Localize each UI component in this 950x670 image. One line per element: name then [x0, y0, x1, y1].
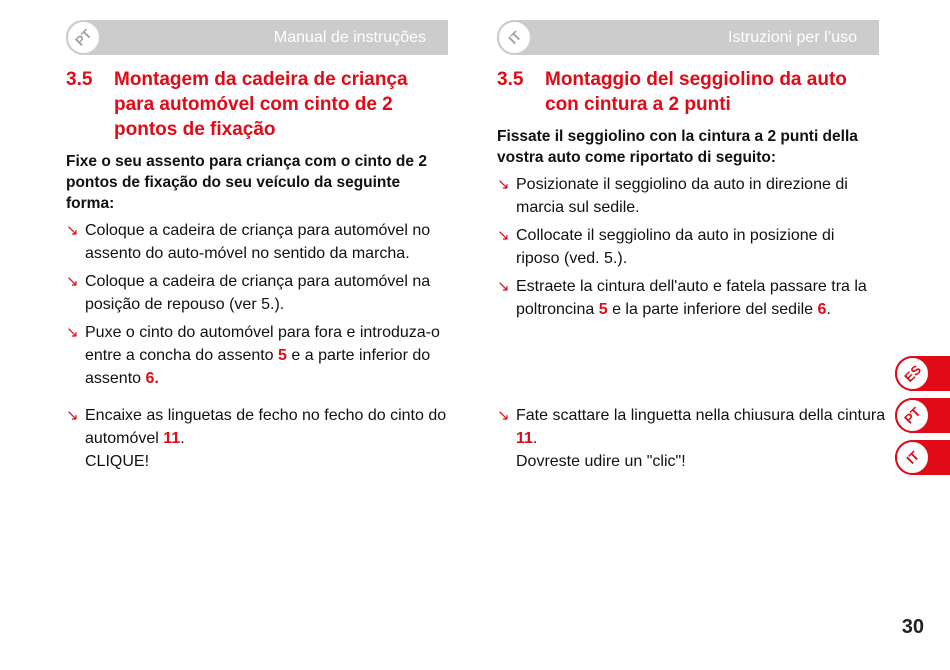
language-tab-pt[interactable]: [895, 398, 950, 433]
section-title: Montaggio del seggiolino da auto con cintura a 2 punti: [545, 69, 847, 115]
section-heading: [497, 67, 879, 117]
arrow-bullet-icon: ↘: [497, 176, 510, 193]
instruction-step: ↘ Puxe o cinto do automóvel para fora e introduza-o entre a concha do assento 5 e a parte inferior do assento 6.: [66, 321, 448, 390]
instruction-step: ↘ Collocate il seggiolino da auto in posizione di riposo (ved. 5.).: [497, 224, 879, 270]
language-tab-es[interactable]: [895, 356, 950, 391]
part-reference: 6.: [145, 370, 159, 387]
language-tab-it[interactable]: [895, 440, 950, 475]
arrow-bullet-icon: ↘: [497, 407, 510, 424]
arrow-bullet-icon: ↘: [66, 407, 79, 424]
arrow-bullet-icon: ↘: [66, 222, 79, 239]
instruction-step: ↘ Coloque a cadeira de criança para automóvel na posição de repouso (ver 5.).: [66, 270, 448, 316]
language-tab-label: IT: [895, 440, 930, 475]
intro-text: Fissate il seggiolino con la cintura a 2 punti della vostra auto come riportato di seguito:: [497, 128, 858, 166]
arrow-bullet-icon: ↘: [66, 273, 79, 290]
part-reference: 11: [516, 430, 533, 447]
column-portuguese: [66, 20, 448, 470]
part-reference: 11: [163, 430, 181, 447]
language-tab-label: ES: [895, 356, 930, 391]
header-title: Manual de instruções: [273, 29, 426, 46]
arrow-bullet-icon: ↘: [66, 324, 79, 341]
arrow-bullet-icon: ↘: [497, 278, 510, 295]
language-badge-pt: PT: [66, 20, 101, 55]
language-badge-it: IT: [497, 20, 532, 55]
language-tab-label: PT: [895, 398, 930, 433]
header-bar-pt: [66, 20, 448, 55]
page-number: 30: [901, 616, 924, 638]
column-italian: [497, 20, 886, 470]
instruction-step-final: ↘ Encaixe as linguetas de fecho no fecho do cinto do automóvel 11. CLIQUE!: [66, 404, 467, 473]
instruction-step: ↘ Posizionate il seggiolino da auto in direzione di marcia sul sedile.: [497, 173, 879, 219]
click-confirmation: Dovreste udire un "clic"!: [516, 453, 686, 470]
part-reference: 5: [598, 301, 608, 318]
section-title: Montagem da cadeira de criança para automóvel com cinto de 2 pontos de fixação: [114, 69, 408, 140]
intro-text: Fixe o seu assento para criança com o cinto de 2 pontos de fixação do seu veículo da seguinte forma:: [66, 153, 427, 212]
arrow-bullet-icon: ↘: [497, 227, 510, 244]
instruction-step-final: ↘ Fate scattare la linguetta nella chiusura della cintura 11. Dovreste udire un "clic"!: [497, 404, 898, 473]
header-bar-it: [497, 20, 879, 55]
click-confirmation: CLIQUE!: [85, 453, 150, 470]
header-title: Istruzioni per l’uso: [728, 29, 857, 46]
instruction-step: ↘ Coloque a cadeira de criança para automóvel no assento do auto-móvel no sentido da marcha.: [66, 219, 448, 265]
instruction-step: ↘ Estraete la cintura dell'auto e fatela passare tra la poltroncina 5 e la parte inferiore del sedile 6.: [497, 275, 879, 321]
section-number: 3.5: [66, 69, 93, 90]
part-reference: 5: [278, 347, 287, 364]
section-heading: [66, 67, 448, 142]
section-number: 3.5: [497, 69, 524, 90]
part-reference: 6: [817, 301, 827, 318]
